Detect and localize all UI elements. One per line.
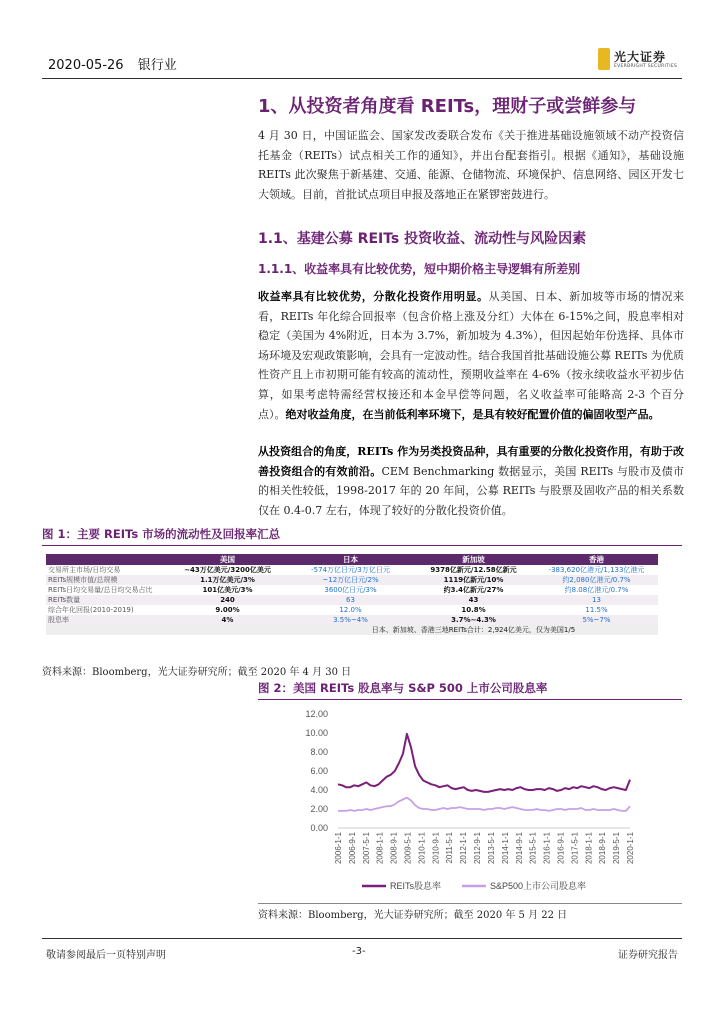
figure-1-source: 资料来源：Bloomberg，光大证券研究所；截至 2020 年 4 月 30 日: [42, 667, 352, 678]
y-tick-label: 12.00: [305, 709, 328, 719]
table-cell: 3.7%~4.3%: [412, 615, 535, 625]
x-tick-label: 2006-9-1: [347, 832, 357, 865]
table-cell: ~43万亿美元/3200亿美元: [184, 566, 271, 574]
y-tick-label: 10.00: [305, 728, 328, 738]
paragraph-2: [258, 287, 684, 424]
table-header-cell: 香港: [535, 554, 658, 565]
logo-mark-icon: [598, 48, 610, 70]
x-tick-label: 2013-5-1: [486, 832, 496, 865]
footer-report-type: 证券研究报告: [618, 950, 678, 961]
table-cell: [166, 625, 289, 635]
y-tick-label: 4.00: [310, 785, 328, 795]
legend-label: REITs股息率: [390, 881, 442, 891]
y-tick-label: 0.00: [310, 823, 328, 833]
x-tick-label: 2007-5-1: [361, 832, 371, 865]
table-cell: 综合年化回报(2010-2019): [48, 606, 134, 614]
figure-1-rule: [42, 545, 682, 546]
paragraph-2-conclusion: 绝对收益角度，在当前低利率环境下，是具有较好配置价值的偏固收型产品。: [285, 407, 660, 421]
table-cell: 9378亿新元/12.58亿新元: [430, 566, 517, 574]
figure-2-source-rule: [258, 903, 682, 904]
table-cell: 13: [535, 595, 658, 605]
x-tick-label: 2014-1-1: [500, 832, 510, 865]
table-cell: 10.8%: [461, 606, 486, 614]
dividend-yield-chart: [258, 702, 682, 900]
table-header-cell: 新加坡: [412, 554, 535, 565]
y-tick-label: 8.00: [310, 747, 328, 757]
x-tick-label: 2010-1-1: [417, 832, 427, 865]
table-cell: 3600亿日元/3%: [324, 586, 377, 594]
page-header: [42, 44, 682, 78]
page-number: -3-: [352, 946, 366, 957]
table-cell: 约2,080亿港元/0.7%: [535, 575, 658, 585]
header-divider: [42, 78, 682, 79]
x-tick-label: 2011-5-1: [445, 832, 455, 864]
table-cell: 63: [289, 595, 412, 605]
table-cell: 约3.4亿新元/27%: [443, 586, 504, 594]
x-tick-label: 2014-9-1: [514, 832, 524, 865]
x-tick-label: 2017-5-1: [570, 832, 580, 865]
table-header-cell: [46, 554, 166, 565]
table-row: [46, 605, 658, 615]
figure-2-title: 图 2：美国 REITs 股息率与 S&P 500 上市公司股息率: [258, 681, 548, 695]
table-cell: 5%~7%: [535, 615, 658, 625]
company-logo: [598, 46, 678, 74]
y-tick-label: 6.00: [310, 766, 328, 776]
table-row: [46, 585, 658, 595]
footer-disclaimer: 敬请参阅最后一页特别声明: [46, 950, 166, 961]
table-note-row: [46, 625, 658, 635]
y-tick-label: 2.00: [310, 804, 328, 814]
figure-1-title: 图 1：主要 REITs 市场的流动性及回报率汇总: [42, 527, 281, 541]
x-tick-label: 2010-9-1: [431, 832, 441, 865]
x-tick-label: 2008-1-1: [375, 832, 385, 865]
table-row: [46, 565, 658, 575]
x-tick-label: 2012-9-1: [473, 832, 483, 865]
paragraph-3-body: CEM Benchmarking 数据显示，美国 REITs 与股市及债市的相关性较低，1998-2017 年的 20 年间，公募 REITs 与股票及固收产品的相关系数仅在 0.4-0.7 左右，体现了较好的分散化投资价值。: [258, 464, 684, 517]
table-cell: REITs日均交易量/总日均交易占比: [48, 586, 153, 594]
paragraph-2-body: 从美国、日本、新加坡等市场的情况来看，REITs 年化综合回报率（包含价格上涨及分红）大体在 6-15%之间，股息率相对稳定（美国为 4%附近，日本为 3.7%，新加坡为 4.3%），但因起始年份选择、具体市场环境及宏观政策影响，会具有一定波动性。结合我国首批基础设施公募 REITs 为优质性资产且上市初期可能有较高的流动性，预期收益率在 4-6%（按永续收益水平初步估算，如果考虑特需经营权接还和本金早偿等问题，名义收益率可能略高 2-3 个百分点）。: [258, 290, 685, 421]
table-cell: -383,620亿港元/1,133亿港元: [548, 566, 645, 574]
x-tick-label: 2020-1-1: [626, 832, 635, 865]
table-cell: 43: [412, 595, 535, 605]
legend-label: S&P500上市公司股息率: [490, 881, 587, 891]
table-header-row: [46, 554, 658, 565]
table-cell: 101亿美元/3%: [202, 586, 253, 594]
table-cell: REITs数量: [46, 595, 166, 605]
table-cell: 240: [166, 595, 289, 605]
section-heading-2: 1.1、基建公募 REITs 投资收益、流动性与风险因素: [258, 231, 587, 247]
x-tick-label: 2018-9-1: [598, 832, 608, 865]
table-cell: -574万亿日元/3万亿日元: [311, 566, 390, 574]
x-tick-label: 2016-9-1: [556, 832, 566, 865]
paragraph-3: [258, 442, 684, 520]
section-heading-1: 1、从投资者角度看 REITs，理财子或尝鲜参与: [258, 96, 637, 117]
paragraph-3-lead: 从投资组合的角度，REITs 作为另类投资品种，具有重要的分散化投资作用，有助于改善投资组合的有效前沿。: [258, 445, 684, 478]
table-cell: 12.0%: [339, 606, 362, 614]
table-cell: 9.00%: [215, 606, 240, 614]
x-tick-label: 2019-5-1: [612, 832, 622, 865]
table-cell: 股息率: [46, 615, 166, 625]
section-heading-3: 1.1.1、收益率具有比较优势，短中期价格主导逻辑有所差别: [258, 262, 581, 276]
x-tick-label: 2016-1-1: [542, 832, 552, 865]
table-cell: 4%: [166, 615, 289, 625]
table-cell: REITs规模市值/总规模: [46, 575, 166, 585]
figure-2-source: 资料来源：Bloomberg，光大证券研究所；截至 2020 年 5 月 22 日: [258, 910, 568, 921]
paragraph-2-lead: 收益率具有比较优势，分散化投资作用明显。: [258, 290, 489, 303]
report-date: 2020-05-26: [48, 58, 124, 73]
table-cell: 约8.08亿港元/0.7%: [564, 586, 629, 594]
table-cell: 交易所主市场/日均交易: [48, 566, 121, 574]
x-tick-label: 2012-1-1: [459, 832, 469, 865]
table-cell: 1.1万亿美元/3%: [166, 575, 289, 585]
table-cell: 11.5%: [585, 606, 608, 614]
footer-divider: [42, 938, 682, 939]
table-cell: ~12万亿日元/2%: [289, 575, 412, 585]
header-meta: [48, 54, 177, 73]
industry-label: 银行业: [137, 58, 177, 73]
table-cell: 3.5%~4%: [289, 615, 412, 625]
table-header-cell: 日本: [289, 554, 412, 565]
table-row: [46, 615, 658, 625]
table-cell: 1119亿新元/10%: [412, 575, 535, 585]
reits-market-table: [46, 554, 658, 635]
table-cell: [46, 625, 166, 635]
table-row: [46, 575, 658, 585]
table-note: 日本、新加坡、香港三地REITs合计：2,924亿美元，仅为美国1/5: [289, 625, 658, 635]
paragraph-1: 4 月 30 日，中国证监会、国家发改委联合发布《关于推进基础设施领域不动产投资信托基金（REITs）试点相关工作的通知》，并出台配套指引。根据《通知》，基础设施 REITs 此次聚焦于新基建、交通、能源、仓储物流、环境保护、信息网络、园区开发七大领域。目前，首批试点项目申报及落地正在紧锣密鼓进行。: [258, 129, 684, 201]
x-tick-label: 2018-1-1: [584, 832, 594, 865]
x-tick-label: 2009-5-1: [403, 832, 413, 865]
series-line-reits: [338, 734, 630, 792]
series-line-sp500: [338, 798, 630, 811]
x-tick-label: 2006-1-1: [334, 832, 343, 865]
logo-text-en: EVERBRIGHT SECURITIES: [614, 64, 678, 69]
x-tick-label: 2008-9-1: [389, 832, 399, 865]
logo-text-cn: 光大证券: [614, 50, 667, 64]
table-header-cell: 美国: [166, 554, 289, 565]
x-tick-label: 2015-5-1: [528, 832, 538, 865]
figure-2-rule: [258, 699, 682, 700]
table-row: [46, 595, 658, 605]
